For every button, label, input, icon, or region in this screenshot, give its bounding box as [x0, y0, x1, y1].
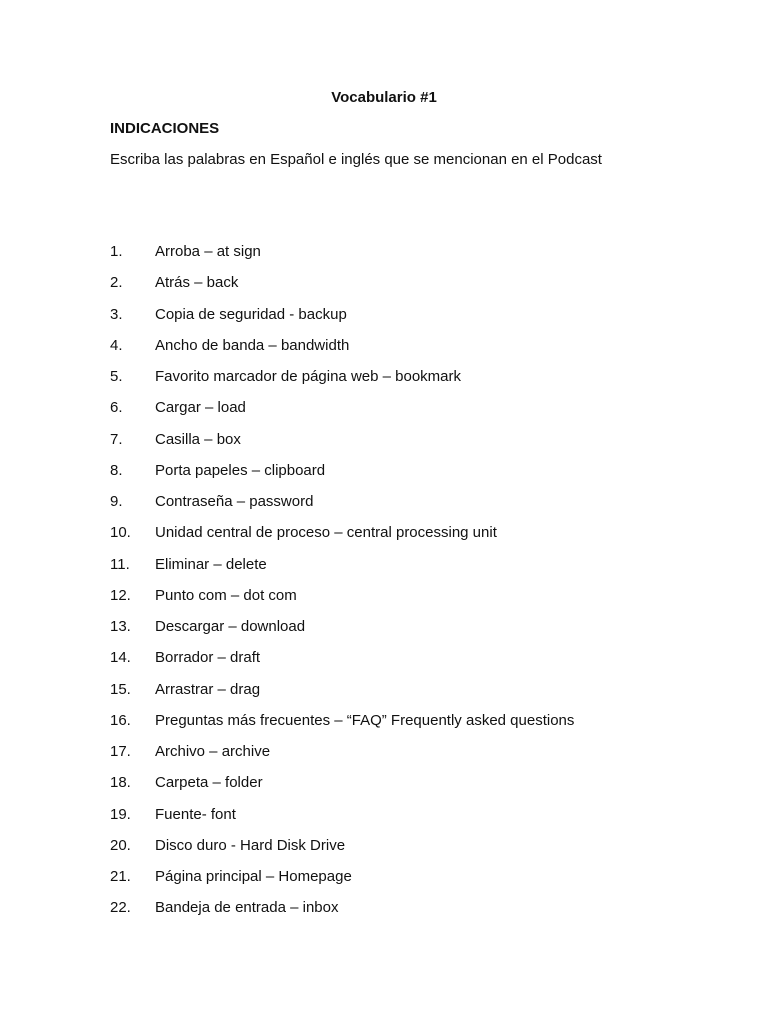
list-item: [110, 773, 730, 804]
item-term: Carpeta – folder: [155, 774, 263, 792]
list-item: [110, 523, 730, 554]
instructions-heading: INDICACIONES: [110, 120, 220, 137]
item-number: 2.: [110, 274, 123, 292]
list-item: [110, 305, 730, 336]
item-number: 12.: [110, 586, 131, 604]
item-term: Porta papeles – clipboard: [155, 461, 326, 479]
item-number: 14.: [110, 649, 131, 667]
item-term: Atrás – back: [155, 274, 239, 292]
item-number: 19.: [110, 805, 131, 823]
item-term: Casilla – box: [155, 430, 241, 448]
item-number: 16.: [110, 711, 131, 729]
list-item: [110, 680, 730, 711]
item-term: Bandeja de entrada – inbox: [155, 899, 339, 917]
item-number: 6.: [110, 399, 123, 417]
list-item: [110, 742, 730, 773]
instructions-text: Escriba las palabras en Español e inglés que se mencionan en el Podcast: [110, 151, 602, 168]
item-term: Fuente- font: [155, 805, 236, 823]
item-number: 4.: [110, 336, 123, 354]
item-number: 20.: [110, 836, 131, 854]
item-term: Favorito marcador de página web – bookmark: [155, 368, 461, 385]
item-term: Arroba – at sign: [155, 243, 261, 260]
list-item: [110, 898, 730, 929]
vocabulary-list: [110, 242, 730, 930]
list-item: [110, 273, 730, 304]
item-term: Preguntas más frecuentes – “FAQ” Frequently asked questions: [155, 711, 575, 729]
item-term: Arrastrar – drag: [155, 680, 261, 698]
item-term: Página principal – Homepage: [155, 868, 352, 885]
list-item: [110, 867, 730, 898]
list-item: [110, 461, 730, 492]
item-number: 21.: [110, 868, 131, 885]
item-term: Borrador – draft: [155, 649, 261, 667]
item-term: Contraseña – password: [155, 493, 314, 510]
list-item: [110, 617, 730, 648]
item-number: 5.: [110, 368, 123, 385]
item-number: 11.: [110, 555, 130, 573]
item-term: Copia de seguridad - backup: [155, 305, 347, 323]
item-term: Ancho de banda – bandwidth: [155, 336, 350, 354]
item-number: 10.: [110, 524, 131, 542]
list-item: [110, 711, 730, 742]
item-number: 8.: [110, 461, 123, 479]
list-item: [110, 398, 730, 429]
item-number: 18.: [110, 774, 131, 792]
item-number: 15.: [110, 680, 131, 698]
item-term: Unidad central de proceso – central processing unit: [155, 524, 497, 542]
list-item: [110, 555, 730, 586]
item-term: Archivo – archive: [155, 743, 271, 760]
list-item: [110, 336, 730, 367]
item-term: Disco duro - Hard Disk Drive: [155, 836, 346, 854]
list-item: [110, 242, 730, 273]
document-title: Vocabulario #1: [331, 89, 437, 106]
list-item: [110, 492, 730, 523]
item-number: 13.: [110, 618, 131, 635]
item-number: 7.: [110, 430, 123, 448]
item-term: Descargar – download: [155, 618, 306, 635]
item-number: 22.: [110, 899, 131, 917]
list-item: [110, 367, 730, 398]
item-term: Punto com – dot com: [155, 586, 297, 604]
list-item: [110, 648, 730, 679]
list-item: [110, 836, 730, 867]
list-item: [110, 586, 730, 617]
item-number: 3.: [110, 305, 123, 323]
item-number: 17.: [110, 743, 131, 760]
item-term: Cargar – load: [155, 399, 246, 417]
list-item: [110, 805, 730, 836]
item-number: 1.: [110, 243, 123, 260]
item-term: Eliminar – delete: [155, 555, 267, 573]
item-number: 9.: [110, 493, 123, 510]
list-item: [110, 430, 730, 461]
